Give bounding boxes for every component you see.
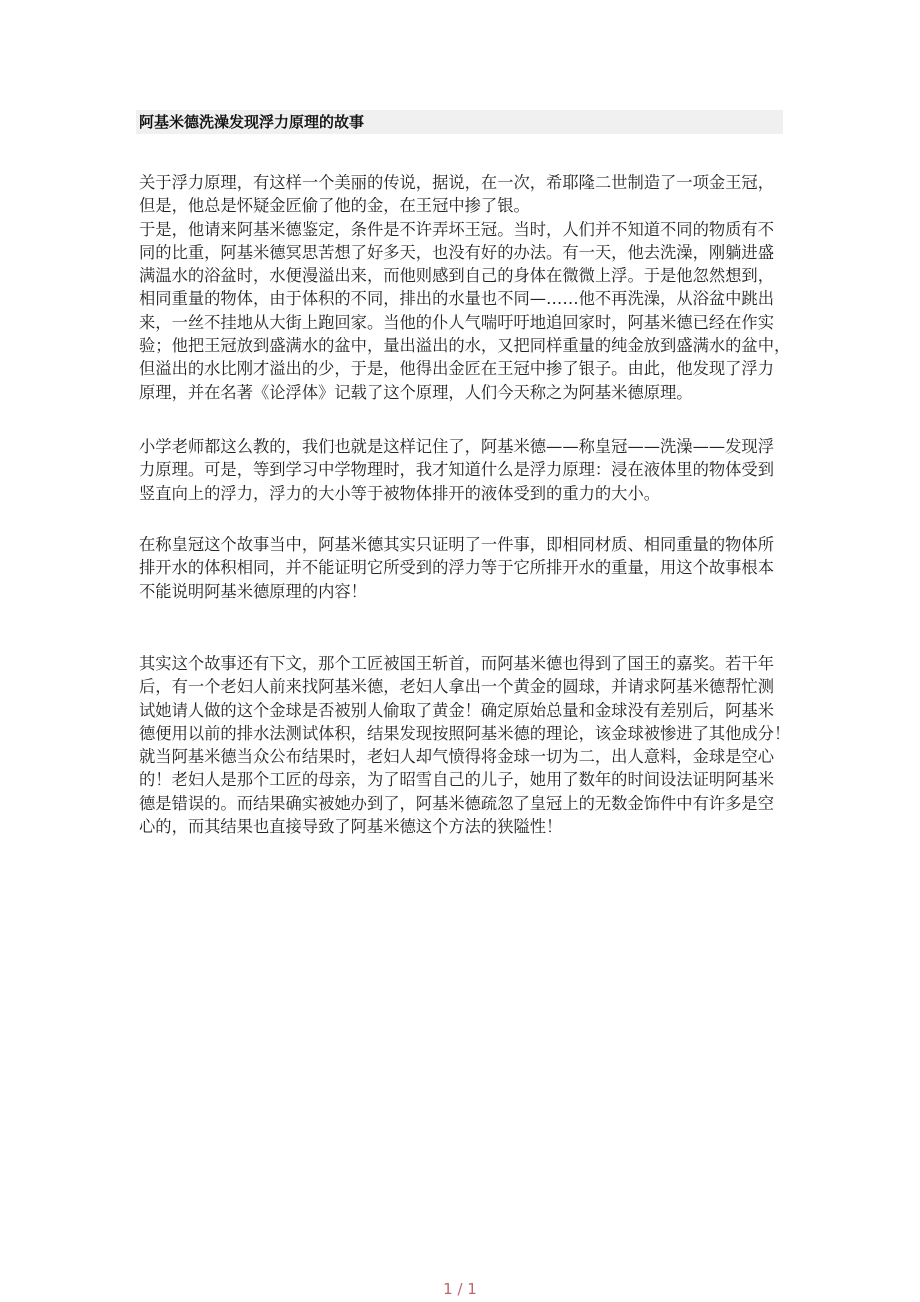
title-bar [136,110,783,134]
text-line: 但溢出的水比刚才溢出的少，于是，他得出金匠在王冠中掺了银子。由此，他发现了浮力 [139,359,774,379]
text-line: 心的，而其结果也直接导致了阿基米德这个方法的狭隘性！ [139,817,563,837]
text-line: 相同重量的物体，由于体积的不同，排出的水量也不同—……他不再洗澡，从浴盆中跳出 [139,289,774,309]
text-line: 满温水的浴盆时，水便漫溢出来，而他则感到自己的身体在微微上浮。于是他忽然想到， [139,266,774,286]
text-line: 后，有一个老妇人前来找阿基米德，老妇人拿出一个黄金的圆球，并请求阿基米德帮忙测 [139,677,774,697]
text-line: 于是，他请来阿基米德鉴定，条件是不许弄坏王冠。当时，人们并不知道不同的物质有不 [139,219,774,239]
text-line: 同的比重，阿基米德冥思苦想了好多天，也没有好的办法。有一天，他去洗澡，刚躺进盛 [139,242,774,262]
text-line: 但是，他总是怀疑金匠偷了他的金，在王冠中掺了银。 [139,196,530,216]
text-line: 就当阿基米德当众公布结果时，老妇人却气愤得将金球一切为二，出人意料，金球是空心 [139,747,774,767]
text-line: 的！老妇人是那个工匠的母亲，为了昭雪自己的儿子，她用了数年的时间设法证明阿基米 [139,770,774,790]
text-line: 力原理。可是，等到学习中学物理时，我才知道什么是浮力原理：浸在液体里的物体受到 [139,460,774,480]
text-line: 试她请人做的这个金球是否被别人偷取了黄金！确定原始总量和金球没有差别后，阿基米 [139,700,774,720]
page-number: 1 / 1 [443,1280,477,1298]
text-line: 小学老师都这么教的，我们也就是这样记住了，阿基米德——称皇冠——洗澡——发现浮 [139,437,774,456]
text-line: 不能说明阿基米德原理的内容！ [139,581,367,601]
text-line: 关于浮力原理，有这样一个美丽的传说，据说，在一次，希耶隆二世制造了一项金王冠， [139,173,774,192]
text-line: 排开水的体积相同，并不能证明它所受到的浮力等于它所排开水的重量，用这个故事根本 [139,558,774,578]
text-line: 原理，并在名著《论浮体》记载了这个原理，人们今天称之为阿基米德原理。 [139,382,693,402]
text-line: 在称皇冠这个故事当中，阿基米德其实只证明了一件事，即相同材质、相同重量的物体所 [139,535,774,554]
paragraph-1 [139,171,790,404]
text-line: 德是错误的。而结果确实被她办到了，阿基米德疏忽了皇冠上的无数金饰件中有许多是空 [139,793,774,813]
paragraph-4 [139,652,790,838]
text-line: 德便用以前的排水法测试体积，结果发现按照阿基米德的理论，该金球被惨进了其他成分！ [139,723,791,743]
text-line: 竖直向上的浮力，浮力的大小等于被物体排开的液体受到的重力的大小。 [139,483,661,503]
text-line: 来，一丝不挂地从大街上跑回家。当他的仆人气喘吁吁地追回家时，阿基米德已经在作实 [139,312,774,332]
document-title: 阿基米德洗澡发现浮力原理的故事 [139,113,365,131]
text-line: 其实这个故事还有下文，那个工匠被国王斩首，而阿基米德也得到了国王的嘉奖。若干年 [139,654,774,673]
paragraph-3 [139,533,774,603]
paragraph-2 [139,435,774,505]
text-line: 验；他把王冠放到盛满水的盆中，量出溢出的水，又把同样重量的纯金放到盛满水的盆中， [139,336,791,356]
